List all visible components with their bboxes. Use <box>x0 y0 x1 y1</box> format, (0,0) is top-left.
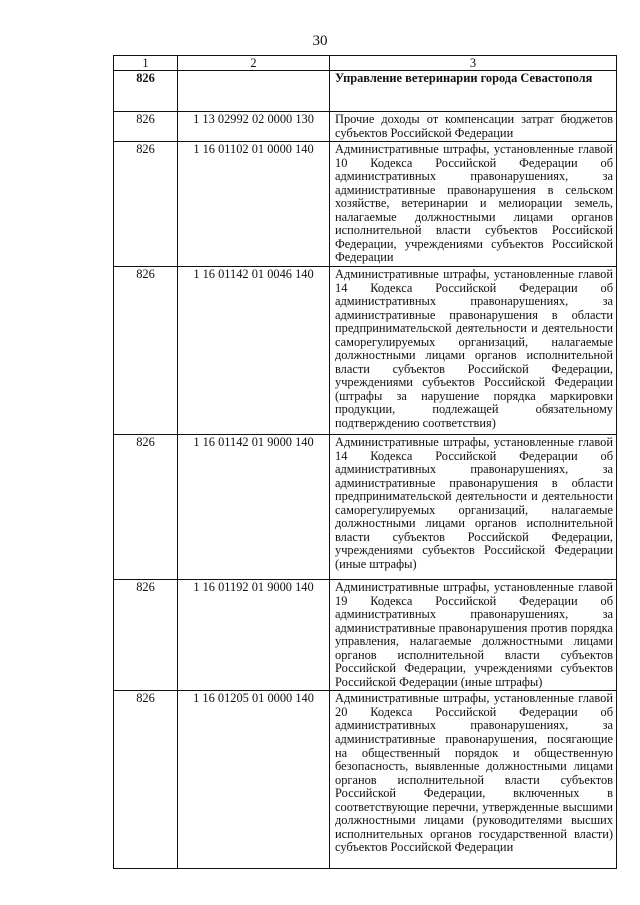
revenue-name: Административные штрафы, установленные главой 14 Кодекса Российской Федерации об административных правонарушениях, за административные правонарушения в области предпринимательской деятельности и деятельности саморегулируемых организаций, налагаемые должностными лицами органов исполнительной власти субъектов Российской Федерации, учреждениями субъектов Российской Федерации (штрафы за нарушение порядка маркировки продукции, подлежащей обязательному подтверждению соответствия) <box>330 267 617 435</box>
table-row <box>114 112 617 142</box>
column-header-3: 3 <box>330 56 617 71</box>
admin-code: 826 <box>114 112 178 142</box>
department-kbk <box>178 71 330 112</box>
revenue-code: 1 13 02992 02 0000 130 <box>178 112 330 142</box>
revenue-name: Прочие доходы от компенсации затрат бюджетов субъектов Российской Федерации <box>330 112 617 142</box>
revenue-name: Административные штрафы, установленные главой 19 Кодекса Российской Федерации об административных правонарушениях, за административные правонарушения против порядка управления, налагаемые должностными лицами органов исполнительной власти субъектов Российской Федерации, учреждениями субъектов Российской Федерации (иные штрафы) <box>330 580 617 691</box>
admin-code: 826 <box>114 435 178 580</box>
revenue-code: 1 16 01142 01 9000 140 <box>178 435 330 580</box>
department-row <box>114 71 617 112</box>
revenue-name: Административные штрафы, установленные главой 10 Кодекса Российской Федерации об административных правонарушениях, за административные правонарушения в сельском хозяйстве, ветеринарии и мелиорации земель, налагаемые должностными лицами органов исполнительной власти субъектов Российской Федерации, учреждениями субъектов Российской Федерации <box>330 142 617 267</box>
revenue-code: 1 16 01205 01 0000 140 <box>178 691 330 869</box>
admin-code: 826 <box>114 580 178 691</box>
table-row <box>114 580 617 691</box>
table-row <box>114 267 617 435</box>
department-code: 826 <box>114 71 178 112</box>
column-header-2: 2 <box>178 56 330 71</box>
revenue-name: Административные штрафы, установленные главой 14 Кодекса Российской Федерации об административных правонарушениях, за административные правонарушения в области предпринимательской деятельности и деятельности саморегулируемых организаций, налагаемые должностными лицами органов исполнительной власти субъектов Российской Федерации, учреждениями субъектов Российской Федерации (иные штрафы) <box>330 435 617 580</box>
revenue-name: Административные штрафы, установленные главой 20 Кодекса Российской Федерации об административных правонарушениях, за административные правонарушения, посягающие на общественный порядок и общественную безопасность, выявленные должностными лицами органов исполнительной власти субъектов Российской Федерации, включенных в соответствующие перечни, утвержденные высшими должностными лицами (руководителями высших исполнительных органов государственной власти) субъектов Российской Федерации <box>330 691 617 869</box>
revenue-codes-table <box>113 55 617 869</box>
table-row <box>114 691 617 869</box>
revenue-code: 1 16 01102 01 0000 140 <box>178 142 330 267</box>
page-number: 30 <box>312 33 328 49</box>
table-row <box>114 435 617 580</box>
revenue-code: 1 16 01142 01 0046 140 <box>178 267 330 435</box>
admin-code: 826 <box>114 691 178 869</box>
admin-code: 826 <box>114 142 178 267</box>
department-name: Управление ветеринарии города Севастополя <box>330 71 617 112</box>
table-row <box>114 142 617 267</box>
column-header-1: 1 <box>114 56 178 71</box>
admin-code: 826 <box>114 267 178 435</box>
table-header-row <box>114 56 617 71</box>
revenue-code: 1 16 01192 01 9000 140 <box>178 580 330 691</box>
